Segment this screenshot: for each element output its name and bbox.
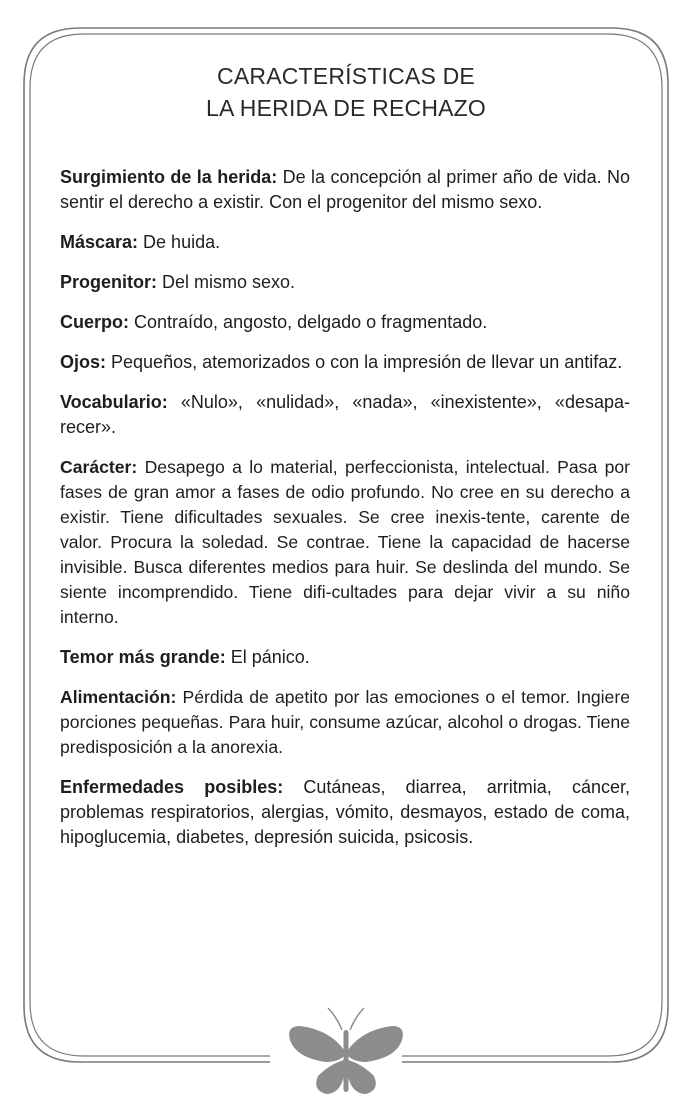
entry-text: El pánico. (225, 647, 310, 667)
entry-text: Contraído, angosto, delgado o fragmentado. (129, 312, 488, 332)
entry-mascara (60, 230, 630, 255)
entry-label: Ojos: (60, 352, 107, 372)
entry-enfermedades (60, 775, 630, 850)
entry-caracter (60, 455, 630, 630)
entry-text: Desapego a lo material, perfeccionista, intelectual. Pasa por fases de gran amor a fases de odio profundo. No cree en su derecho a existir. Tiene dificultades sexuales. Se cree inexis-tente, carente de valor. Procura la soledad. Se contrae. Tiene la capacidad de hacerse invisible. Busca diferentes medios para huir. Se deslinda del mundo. Se siente incomprendido. Tiene difi-cultades para dejar vivir a su niño interno. (60, 457, 630, 627)
entry-text: Pequeños, atemorizados o con la impresión de llevar un antifaz. (106, 352, 623, 372)
entry-surgimiento (60, 165, 630, 215)
entry-vocabulario (60, 390, 630, 440)
entry-text: «Nulo», «nulidad», «nada», «inexistente», «desapa-recer». (60, 392, 630, 437)
entry-cuerpo (60, 310, 630, 335)
entry-text: De huida. (138, 232, 221, 252)
card-title-line-1: CARACTERÍSTICAS DE (217, 63, 475, 89)
characteristics-list (60, 165, 630, 865)
card-title (0, 60, 692, 124)
entry-label: Cuerpo: (60, 312, 129, 332)
entry-text: Cutáneas, diarrea, arritmia, cáncer, problemas respiratorios, alergias, vómito, desmayos, estado de coma, hipoglucemia, diabetes, depresión suicida, psicosis. (60, 777, 630, 847)
entry-alimentacion (60, 685, 630, 760)
entry-temor (60, 645, 630, 670)
entry-text: Del mismo sexo. (157, 272, 296, 292)
entry-label: Máscara: (60, 232, 139, 252)
butterfly-icon (289, 1008, 403, 1094)
entry-text: De la concepción al primer año de vida. No sentir el derecho a existir. Con el progenitor del mismo sexo. (60, 167, 630, 212)
entry-label: Temor más grande: (60, 647, 226, 667)
entry-label: Progenitor: (60, 272, 157, 292)
entry-label: Carácter: (60, 457, 138, 477)
card-title-line-2: LA HERIDA DE RECHAZO (205, 95, 487, 121)
entry-label: Alimentación: (60, 687, 177, 707)
entry-ojos (60, 350, 630, 375)
entry-progenitor (60, 270, 630, 295)
entry-text: Pérdida de apetito por las emociones o el temor. Ingiere porciones pequeñas. Para huir, consume azúcar, alcohol o drogas. Tiene predisposición a la anorexia. (60, 687, 630, 757)
entry-label: Enfermedades posibles: (60, 777, 284, 797)
entry-label: Vocabulario: (60, 392, 168, 412)
entry-label: Surgimiento de la herida: (60, 167, 278, 187)
